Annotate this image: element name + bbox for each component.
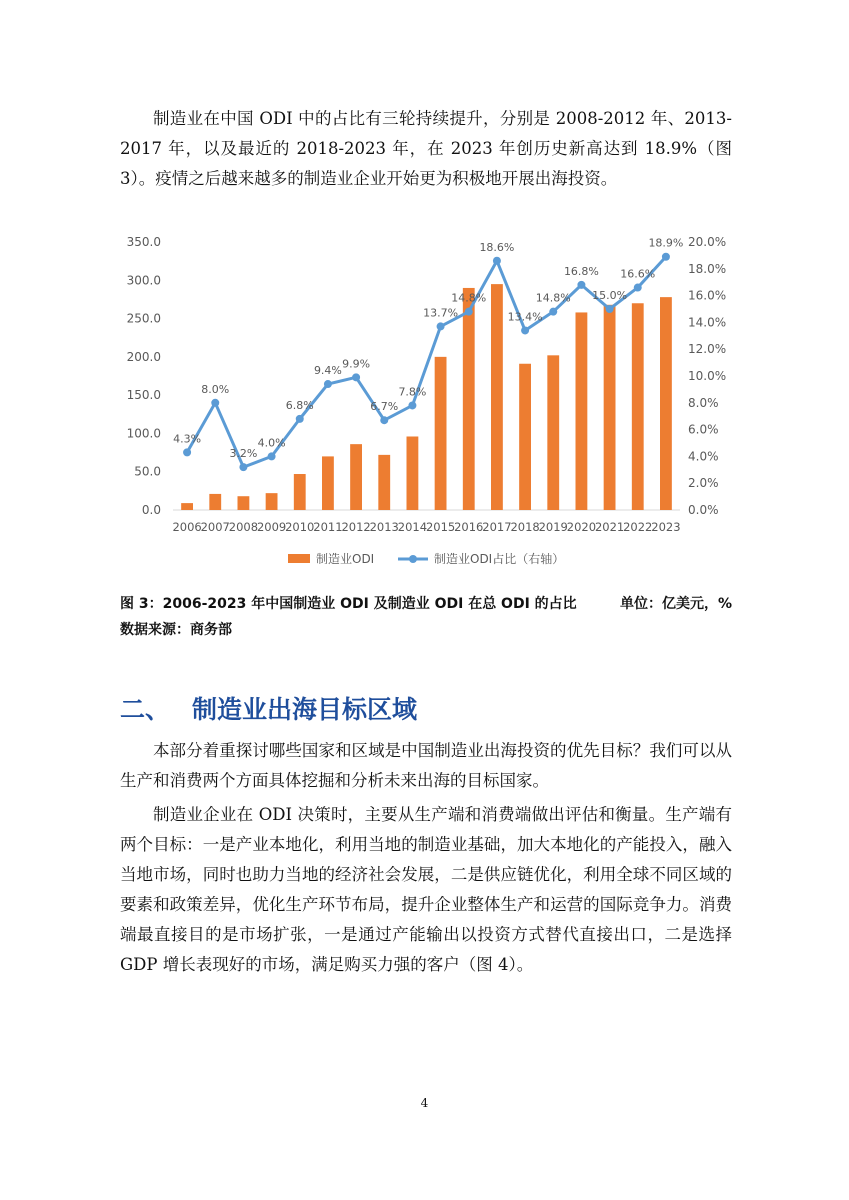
- line-point: [183, 448, 191, 456]
- y2-tick-label: 8.0%: [688, 395, 719, 410]
- line-point: [239, 463, 247, 471]
- bar: [407, 436, 419, 510]
- x-tick-label: 2006: [172, 520, 202, 534]
- data-label: 4.3%: [173, 432, 202, 446]
- bar: [435, 357, 447, 510]
- line-point: [211, 399, 219, 407]
- x-tick-label: 2012: [341, 520, 371, 534]
- caption-unit: 单位：亿美元，%: [619, 596, 732, 612]
- data-label: 16.6%: [620, 267, 656, 281]
- bar: [547, 355, 559, 510]
- bar: [238, 496, 250, 510]
- x-tick-label: 2019: [538, 520, 568, 534]
- y2-tick-label: 0.0%: [688, 503, 719, 517]
- bar: [576, 312, 588, 510]
- line-point: [549, 308, 557, 316]
- paragraph-text: 制造业企业在 ODI 决策时，主要从生产端和消费端做出评估和衡量。生产端有两个目标：一是产业本地化，利用当地的制造业基础，加大本地化的产能投入，融入当地市场，同时也助力当地的经济社会发展，二是供应链优化，利用全球不同区域的要素和政策差异，优化生产环节布局，提升企业整体生产和运营的国际竞争力。消费端最直接目的是市场扩张，一是通过产能输出以投资方式替代直接出口，二是选择 GDP 增长表现好的市场，满足购买力强的客户（图 4）。: [120, 805, 732, 974]
- x-tick-label: 2007: [200, 520, 230, 534]
- x-tick-label: 2022: [623, 520, 653, 534]
- y-tick-label: 250.0: [126, 311, 161, 326]
- odi-chart: [110, 224, 727, 584]
- data-label: 9.4%: [313, 364, 342, 378]
- legend-bar-swatch: [288, 554, 310, 563]
- section-title: 制造业出海目标区域: [192, 695, 418, 724]
- line-point: [606, 305, 614, 313]
- line-point: [380, 416, 388, 424]
- data-label: 14.8%: [535, 291, 571, 305]
- data-label: 6.8%: [285, 398, 314, 412]
- analysis-paragraph: [120, 800, 732, 980]
- x-tick-label: 2023: [651, 520, 681, 534]
- bar: [266, 493, 278, 510]
- section-heading: [120, 690, 417, 726]
- line-point: [465, 308, 473, 316]
- data-source: 数据来源：商务部: [120, 622, 232, 638]
- bar: [463, 288, 475, 510]
- y2-tick-label: 14.0%: [688, 315, 727, 330]
- figure-caption: [120, 593, 732, 613]
- legend-bar-label: 制造业ODI: [316, 552, 375, 566]
- y2-tick-label: 18.0%: [688, 261, 727, 276]
- line-point: [493, 257, 501, 265]
- data-label: 8.0%: [201, 382, 230, 396]
- bar: [378, 455, 390, 510]
- x-tick-label: 2009: [256, 520, 287, 534]
- data-label: 13.7%: [423, 306, 459, 320]
- data-label: 18.9%: [648, 236, 684, 250]
- y-tick-label: 50.0: [134, 464, 161, 479]
- data-label: 14.8%: [451, 291, 487, 305]
- y-tick-label: 300.0: [126, 273, 161, 288]
- bar: [181, 503, 193, 510]
- x-tick-label: 2013: [369, 520, 399, 534]
- y-tick-label: 350.0: [126, 235, 161, 249]
- data-label: 13.4%: [507, 310, 543, 324]
- page-number: 4: [420, 1096, 429, 1110]
- y2-tick-label: 6.0%: [688, 422, 719, 437]
- bar: [632, 303, 644, 510]
- legend-line-marker: [409, 555, 417, 563]
- x-tick-label: 2011: [313, 520, 343, 534]
- line-point: [437, 322, 445, 330]
- paragraph-text: 制造业在中国 ODI 中的占比有三轮持续提升，分别是 2008-2012 年、2013-2017 年，以及最近的 2018-2023 年，在 2023 年创历史新高达到 18.9%（图 3）。疫情之后越来越多的制造业企业开始更为积极地开展出海投资。: [120, 109, 732, 188]
- y-tick-label: 100.0: [126, 426, 161, 441]
- caption-title: 图 3：2006-2023 年中国制造业 ODI 及制造业 ODI 在总 ODI 的占比: [120, 596, 577, 612]
- line-point: [521, 326, 529, 334]
- y2-tick-label: 4.0%: [688, 449, 719, 464]
- y-tick-label: 200.0: [126, 349, 161, 364]
- data-label: 9.9%: [342, 357, 371, 371]
- x-tick-label: 2015: [425, 520, 456, 534]
- line-point: [352, 373, 360, 381]
- data-label: 3.2%: [229, 447, 258, 461]
- bar: [209, 494, 221, 510]
- paragraph-text: 本部分着重探讨哪些国家和区域是中国制造业出海投资的优先目标？我们可以从生产和消费两个方面具体挖掘和分析未来出海的目标国家。: [120, 741, 732, 790]
- bar: [604, 305, 616, 510]
- line-point: [634, 284, 642, 292]
- y-tick-label: 150.0: [126, 388, 161, 403]
- bar: [350, 444, 362, 510]
- y2-tick-label: 16.0%: [688, 288, 727, 303]
- bar: [322, 456, 334, 510]
- data-label: 7.8%: [398, 385, 427, 399]
- x-tick-label: 2020: [566, 520, 597, 534]
- x-tick-label: 2018: [510, 520, 540, 534]
- data-label: 6.7%: [370, 400, 399, 414]
- bar: [491, 284, 503, 510]
- x-tick-label: 2014: [397, 520, 428, 534]
- line-point: [296, 415, 304, 423]
- x-tick-label: 2017: [482, 520, 512, 534]
- y2-tick-label: 12.0%: [688, 342, 727, 357]
- data-label: 4.0%: [257, 436, 286, 450]
- x-tick-label: 2021: [594, 520, 625, 534]
- legend-line-label: 制造业ODI占比（右轴）: [434, 552, 565, 566]
- data-label: 15.0%: [592, 289, 628, 302]
- section-intro-paragraph: [120, 736, 732, 796]
- bar: [294, 474, 306, 510]
- line-point: [324, 380, 332, 388]
- y2-tick-label: 2.0%: [688, 476, 719, 491]
- line-point: [662, 253, 670, 261]
- data-label: 16.8%: [563, 264, 599, 278]
- line-point: [408, 401, 416, 409]
- section-number: 二、: [120, 695, 171, 724]
- intro-paragraph: [120, 104, 732, 194]
- line-point: [577, 281, 585, 289]
- data-label: 18.6%: [479, 240, 515, 254]
- x-tick-label: 2016: [454, 520, 484, 534]
- bar: [519, 364, 531, 510]
- x-tick-label: 2008: [228, 520, 259, 534]
- y2-tick-label: 20.0%: [688, 235, 727, 249]
- bar: [660, 297, 672, 510]
- x-tick-label: 2010: [285, 520, 315, 534]
- y2-tick-label: 10.0%: [688, 369, 727, 383]
- y-tick-label: 0.0: [141, 503, 161, 517]
- line-point: [268, 452, 276, 460]
